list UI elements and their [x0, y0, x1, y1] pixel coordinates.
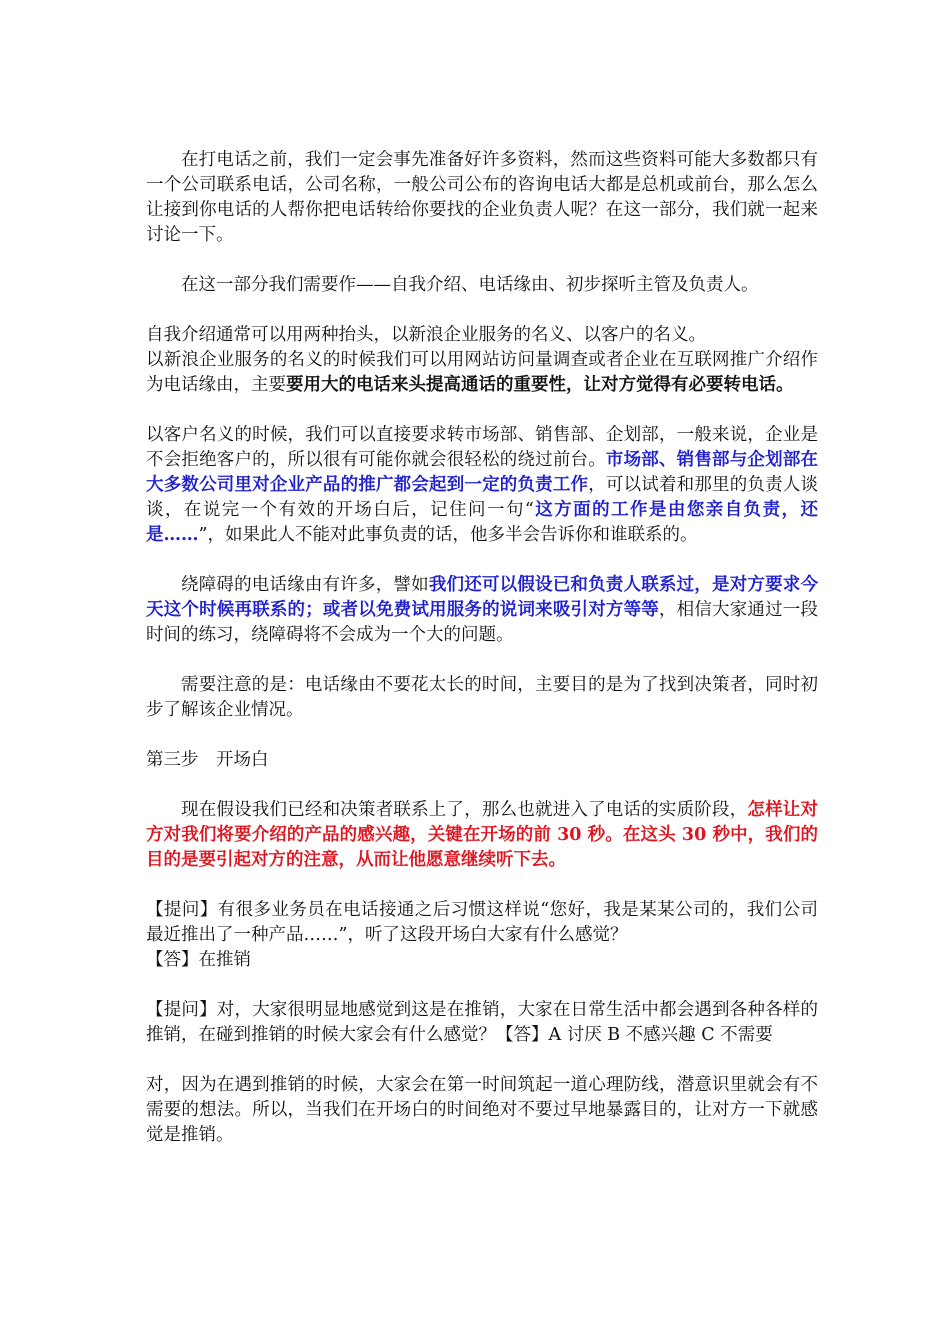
- paragraph-note: 需要注意的是：电话缘由不要花太长的时间，主要目的是为了找到决策者，同时初步了解该企业情况。: [146, 675, 818, 720]
- paragraph-sina-approach: [146, 348, 818, 398]
- paragraph-question-2: 【提问】对，大家很明显地感觉到这是在推销，大家在日常生活中都会遇到各种各样的推销，在碰到推销的时候大家会有什么感觉？【答】A 讨厌 B 不感兴趣 C 不需要: [146, 1000, 818, 1045]
- client-approach-text-3: ”，如果此人不能对此事负责的话，他多半会告诉你和谁联系的。: [198, 525, 698, 545]
- client-approach-text-1: 以客户名义的时候，我们可以直接要求转市场部、销售部、企划部，一般来说，企业是不会拒绝客户的，所以很有可能你就会很轻松的绕过前台。: [146, 425, 818, 470]
- paragraph-two-approaches: 自我介绍通常可以用两种抬头，以新浪企业服务的名义、以客户的名义。: [146, 325, 706, 345]
- paragraph-bypass-reasons: [146, 573, 818, 648]
- answer-1-text: 【答】在推销: [146, 950, 251, 970]
- document-page: [146, 148, 818, 1173]
- opening-highlight: 怎样让对方对我们将要介绍的产品的感兴趣，关键在开场的前 30 秒。在这头 30 秒中，我们的目的是要引起对方的注意，从而让他愿意继续听下去。: [146, 800, 819, 870]
- paragraph-intro: 在打电话之前，我们一定会事先准备好许多资料，然而这些资料可能大多数都只有一个公司联系电话，公司名称，一般公司公布的咨询电话大都是总机或前台，那么怎么让接到你电话的人帮你把电话转给你要找的企业负责人呢？在这一部分，我们就一起来讨论一下。: [146, 150, 818, 245]
- paragraph-client-approach: [146, 423, 818, 548]
- question-1-text: 【提问】有很多业务员在电话接通之后习惯这样说“您好，我是某某公司的，我们公司最近推出了一种产品……”，听了这段开场白大家有什么感觉？: [146, 900, 818, 945]
- client-approach-highlight-2: 这方面的工作是由您亲自负责，还是……: [146, 500, 819, 545]
- opening-text: 现在假设我们已经和决策者联系上了，那么也就进入了电话的实质阶段，: [181, 800, 748, 820]
- bypass-text-2: ，相信大家通过一段时间的练习，绕障碍将不会成为一个大的问题。: [146, 600, 818, 645]
- client-approach-highlight-1: 市场部、销售部与企划部在大多数公司里对企业产品的推广都会起到一定的负责工作: [146, 450, 819, 495]
- paragraph-section-goal: 在这一部分我们需要作——自我介绍、电话缘由、初步探听主管及负责人。: [181, 275, 759, 295]
- paragraph-conclusion: 对，因为在遇到推销的时候，大家会在第一时间筑起一道心理防线，潜意识里就会有不需要的想法。所以，当我们在开场白的时间绝对不要过早地暴露目的，让对方一下就感觉是推销。: [146, 1075, 818, 1145]
- bypass-highlight: 我们还可以假设已和负责人联系过，是对方要求今天这个时候再联系的；或者以免费试用服务的说词来吸引对方等等: [146, 575, 819, 620]
- paragraph-question-1: [146, 898, 818, 973]
- bypass-text-1: 绕障碍的电话缘由有许多，譬如: [181, 575, 429, 595]
- sina-approach-text: 以新浪企业服务的名义的时候我们可以用网站访问量调查或者企业在互联网推广介绍作为电话缘由，主要: [146, 350, 818, 395]
- section-heading-step-three: 第三步 开场白: [146, 750, 269, 770]
- client-approach-text-2: ，可以试着和那里的负责人谈谈，在说完一个有效的开场白后，记住问一句“: [146, 475, 819, 520]
- paragraph-opening: [146, 798, 818, 873]
- sina-approach-emphasis: 要用大的电话来头提高通话的重要性，让对方觉得有必要转电话。: [286, 375, 794, 395]
